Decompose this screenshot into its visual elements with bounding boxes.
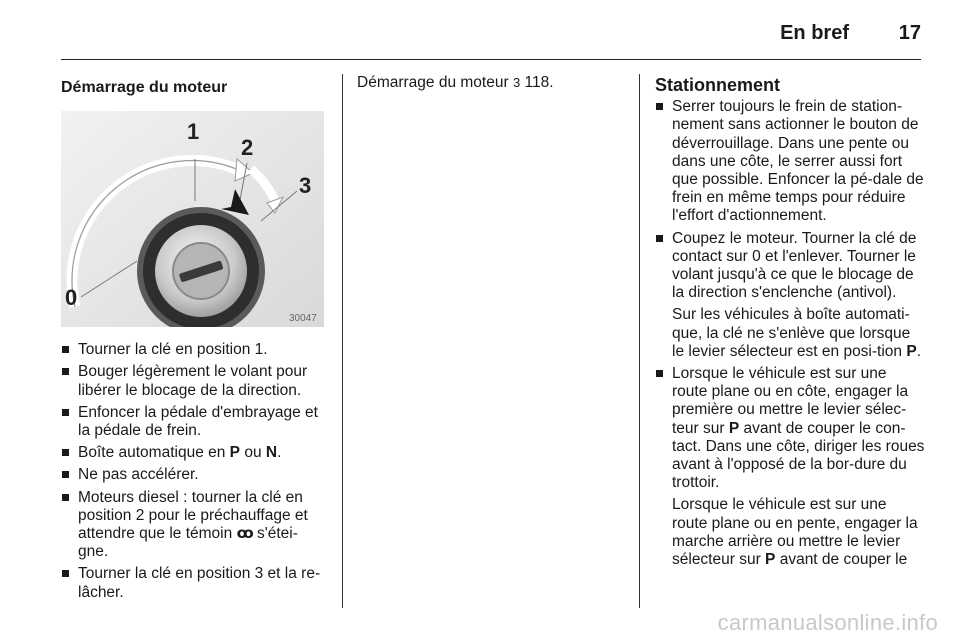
section-title-engine-start: Démarrage du moteur: [61, 79, 228, 96]
column-divider-1: [342, 74, 343, 608]
sub-paragraph: Lorsque le véhicule est sur une route plane ou en pente, engager la marche arrière ou mettre le levier sélecteur sur P avant de couper le: [672, 496, 918, 569]
page-number: 17: [898, 22, 921, 44]
parking-steps: [655, 98, 925, 302]
position-label-1: 1: [187, 119, 200, 145]
engine-start-steps: [61, 341, 327, 602]
figure-image-number: 30047: [289, 313, 317, 325]
cross-reference-link[interactable]: Démarrage du moteur 3 118.: [357, 74, 554, 91]
position-label-0: 0: [65, 285, 78, 311]
sub-paragraph: Sur les véhicules à boîte automati-que, la clé ne s'enlève que lorsque le levier sélecteur est en posi-tion P.: [672, 306, 921, 360]
list-item: Serrer toujours le frein de station-nement sans actionner le bouton de déverrouillage. Dans une pente ou dans une côte, le serrer aussi fort que possible. Enfoncer la pé-dale de frein en même temps pour réduire l'effort d'actionnement.: [655, 98, 925, 225]
glow-plug-indicator-icon: ꝏ: [236, 525, 253, 543]
list-item: Ne pas accélérer.: [61, 466, 327, 484]
page-reference-arrow-icon: 3: [512, 75, 521, 90]
position-label-3: 3: [299, 173, 312, 199]
header-rule: [61, 59, 921, 60]
parking-steps-cont: [655, 365, 925, 492]
list-item: Lorsque le véhicule est sur une route plane ou en côte, engager la première ou mettre le levier sélec-teur sur P avant de couper le con-tact. Dans une côte, diriger les roues avant à l'opposé de la bor-dure du trottoir.: [655, 365, 925, 492]
list-item: Moteurs diesel : tourner la clé en position 2 pour le préchauffage et attendre que le témoin ꝏ s'étei-gne.: [61, 489, 327, 562]
list-item: Tourner la clé en position 1.: [61, 341, 327, 359]
page-header: [61, 16, 921, 60]
column-reference: [357, 74, 627, 92]
column-engine-start: [61, 74, 327, 606]
position-label-2: 2: [241, 135, 254, 161]
list-item: Tourner la clé en position 3 et la re-lâcher.: [61, 565, 327, 601]
ignition-switch-illustration: [61, 111, 324, 327]
watermark: carmanualsonline.info: [717, 610, 938, 635]
header-title: En bref: [780, 22, 849, 44]
column-parking: [655, 74, 925, 573]
list-item: Enfoncer la pédale d'embrayage et la pédale de frein.: [61, 404, 327, 440]
section-title-parking: Stationnement: [655, 75, 781, 95]
list-item: Bouger légèrement le volant pour libérer le blocage de la direction.: [61, 363, 327, 399]
list-item: Boîte automatique en P ou N.: [61, 444, 327, 462]
ignition-switch-figure: [61, 111, 324, 327]
list-item: Coupez le moteur. Tourner la clé de contact sur 0 et l'enlever. Tourner le volant jusqu'à ce que le blocage de la direction s'enclenche (antivol).: [655, 230, 925, 303]
column-divider-2: [639, 74, 640, 608]
